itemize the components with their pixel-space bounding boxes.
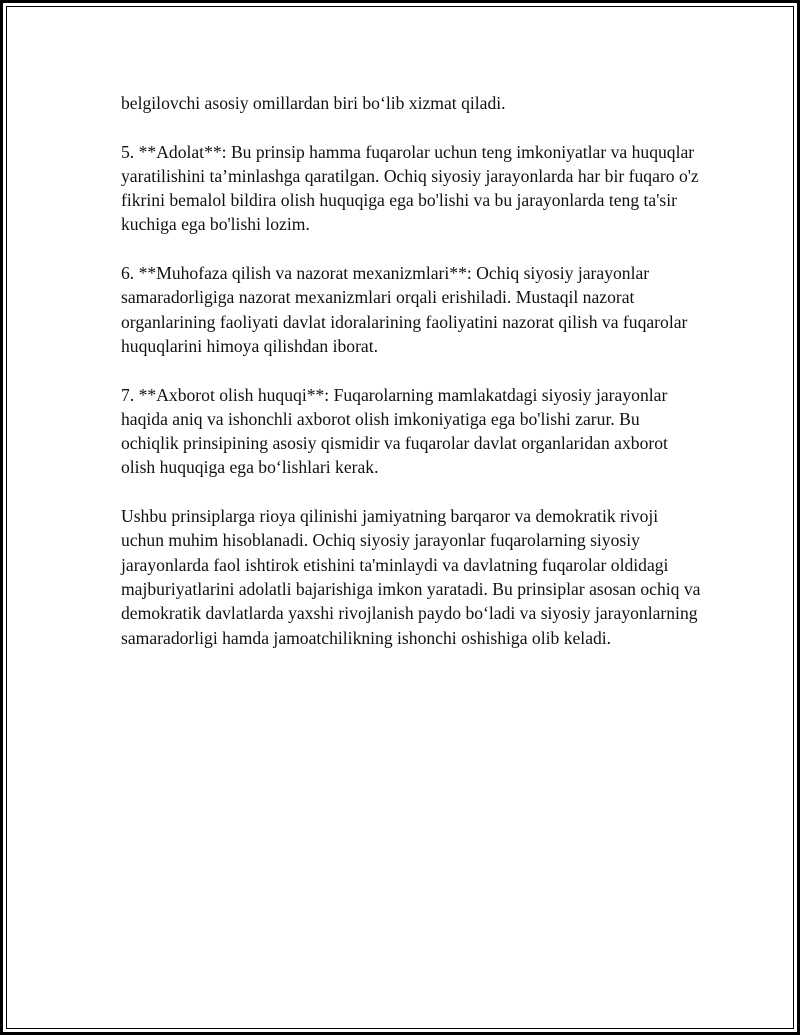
paragraph-continuation: belgilovchi asosiy omillardan biri bo‘lib xizmat qiladi. — [121, 93, 506, 113]
paragraph-item-6: 6. **Muhofaza qilish va nazorat mexanizmlari**: Ochiq siyosiy jarayonlar samaradorligiga nazorat mexanizmlari orqali erishiladi. Mustaqil nazorat organlarining faoliyati davlat idoralarining faoliyatini nazorat qilish va fuqarolar huquqlarini himoya qilishdan iborat. — [121, 263, 688, 356]
paragraph-item-5: 5. **Adolat**: Bu prinsip hamma fuqarolar uchun teng imkoniyatlar va huquqlar yaratilishini ta’minlashga qaratilgan. Ochiq siyosiy jarayonlarda har bir fuqaro o'z fikrini bemalol bildira olish huquqiga ega bo'lishi va bu jarayonlarda teng ta'sir kuchiga ega bo'lishi lozim. — [121, 141, 699, 235]
document-body — [121, 91, 701, 650]
paragraph-item-7: 7. **Axborot olish huquqi**: Fuqarolarning mamlakatdagi siyosiy jarayonlar haqida aniq va ishonchli axborot olish imkoniyatiga ega bo'lishi zarur. Bu ochiqlik prinsipining asosiy qismidir va fuqarolar davlat organlaridan axborot olish huquqiga ega bo‘lishlari kerak. — [121, 384, 668, 478]
paragraph-conclusion: Ushbu prinsiplarga rioya qilinishi jamiyatning barqaror va demokratik rivoji uchun muhim hisoblanadi. Ochiq siyosiy jarayonlar fuqarolarning siyosiy jarayonlarda faol ishtirok etishini ta'minlaydi va davlatning fuqarolar oldidagi majburiyatlarini adolatli bajarishiga imkon yaratadi. Bu prinsiplar asosan ochiq va demokratik davlatlarda yaxshi rivojlanish paydo bo‘ladi va siyosiy jarayonlarning samaradorligi hamda jamoatchilikning ishonchi oshishiga olib keladi. — [121, 506, 701, 648]
